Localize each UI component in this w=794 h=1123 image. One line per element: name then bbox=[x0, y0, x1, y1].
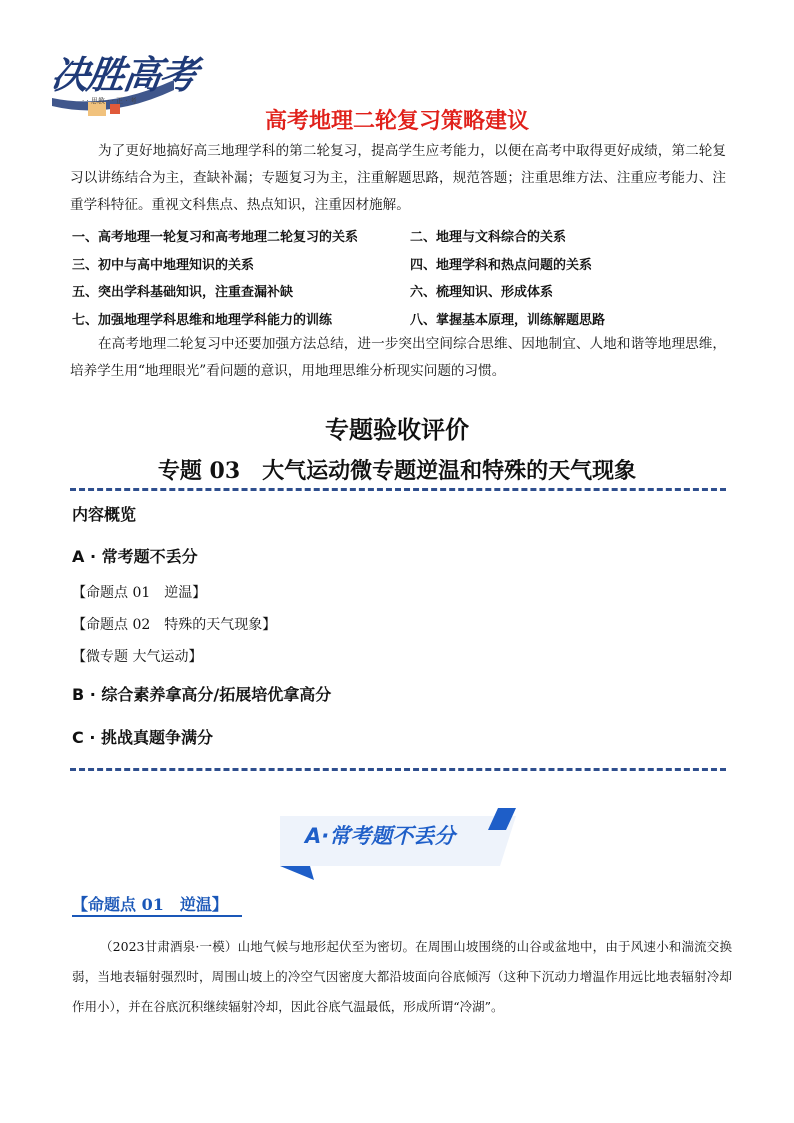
divider-top bbox=[70, 488, 726, 491]
list-item: 【命题点 01 逆温】 bbox=[72, 585, 207, 601]
closing-paragraph: 在高考地理二轮复习中还要加强方法总结，进一步突出空间综合思维、因地制宜、人地和谐等地理思维，培养学生用“地理眼光”看问题的意识，用地理思维分析现实问题的习惯。 bbox=[70, 336, 726, 379]
eval-title: 专题验收评价 bbox=[325, 415, 469, 444]
point-2: 二、地理与文科综合的关系 bbox=[410, 230, 567, 245]
overview-label: 内容概览 bbox=[72, 505, 137, 524]
section-c: C · 挑战真题争满分 bbox=[72, 728, 213, 747]
intro-paragraph: 为了更好地搞好高三地理学科的第二轮复习，提高学生应考能力，以便在高考中取得更好成绩，第二轮复习以讲练结合为主，查缺补漏；专题复习为主，注重解题思路，规范答题；注重思维方法、注重应考能力、注重学科特征。重视文科焦点、热点知识，注重因材施解。 bbox=[70, 143, 726, 213]
section-a: A · 常考题不丢分 bbox=[72, 547, 198, 566]
topic-underline bbox=[72, 915, 242, 917]
topic-title: 专题 03 大气运动微专题逆温和特殊的天气现象 bbox=[157, 458, 637, 484]
topic-heading: 【命题点 01 逆温】 bbox=[72, 895, 228, 914]
point-5: 五、突出学科基础知识，注重查漏补缺 bbox=[72, 285, 294, 300]
point-3: 三、初中与高中地理知识的关系 bbox=[72, 258, 255, 273]
point-6: 六、梳理知识、形成体系 bbox=[410, 285, 554, 300]
point-7: 七、加强地理学科思维和地理学科能力的训练 bbox=[72, 313, 333, 328]
point-8: 八、掌握基本原理，训练解题思路 bbox=[410, 313, 606, 328]
section-b: B · 综合素养拿高分/拓展培优拿高分 bbox=[72, 685, 332, 704]
point-4: 四、地理学科和热点问题的关系 bbox=[410, 258, 593, 273]
list-item: 【命题点 02 特殊的天气现象】 bbox=[72, 617, 277, 633]
logo-tagline: · · 思教 · · 正 · 考 bbox=[82, 97, 137, 105]
section-banner-text: A·常考题不丢分 bbox=[305, 824, 456, 848]
page-title: 高考地理二轮复习策略建议 bbox=[264, 109, 529, 134]
logo-text: 决胜高考 bbox=[48, 53, 199, 97]
question-text: （2023甘肃酒泉·一模）山地气候与地形起伏至为密切。在周围山坡围绕的山谷或盆地中，由于风速小和湍流交换弱，当地表辐射强烈时，周围山坡上的冷空气因密度大都沿坡面向谷底倾泻（这种下沉动力增温作用远比地表辐射冷却作用小），并在谷底沉积继续辐射冷却，因此谷底气温最低，形成所谓“冷湖”。 bbox=[72, 939, 732, 1014]
list-item: 【微专题 大气运动】 bbox=[72, 649, 203, 665]
point-1: 一、高考地理一轮复习和高考地理二轮复习的关系 bbox=[72, 230, 359, 245]
divider-bottom bbox=[70, 768, 726, 771]
